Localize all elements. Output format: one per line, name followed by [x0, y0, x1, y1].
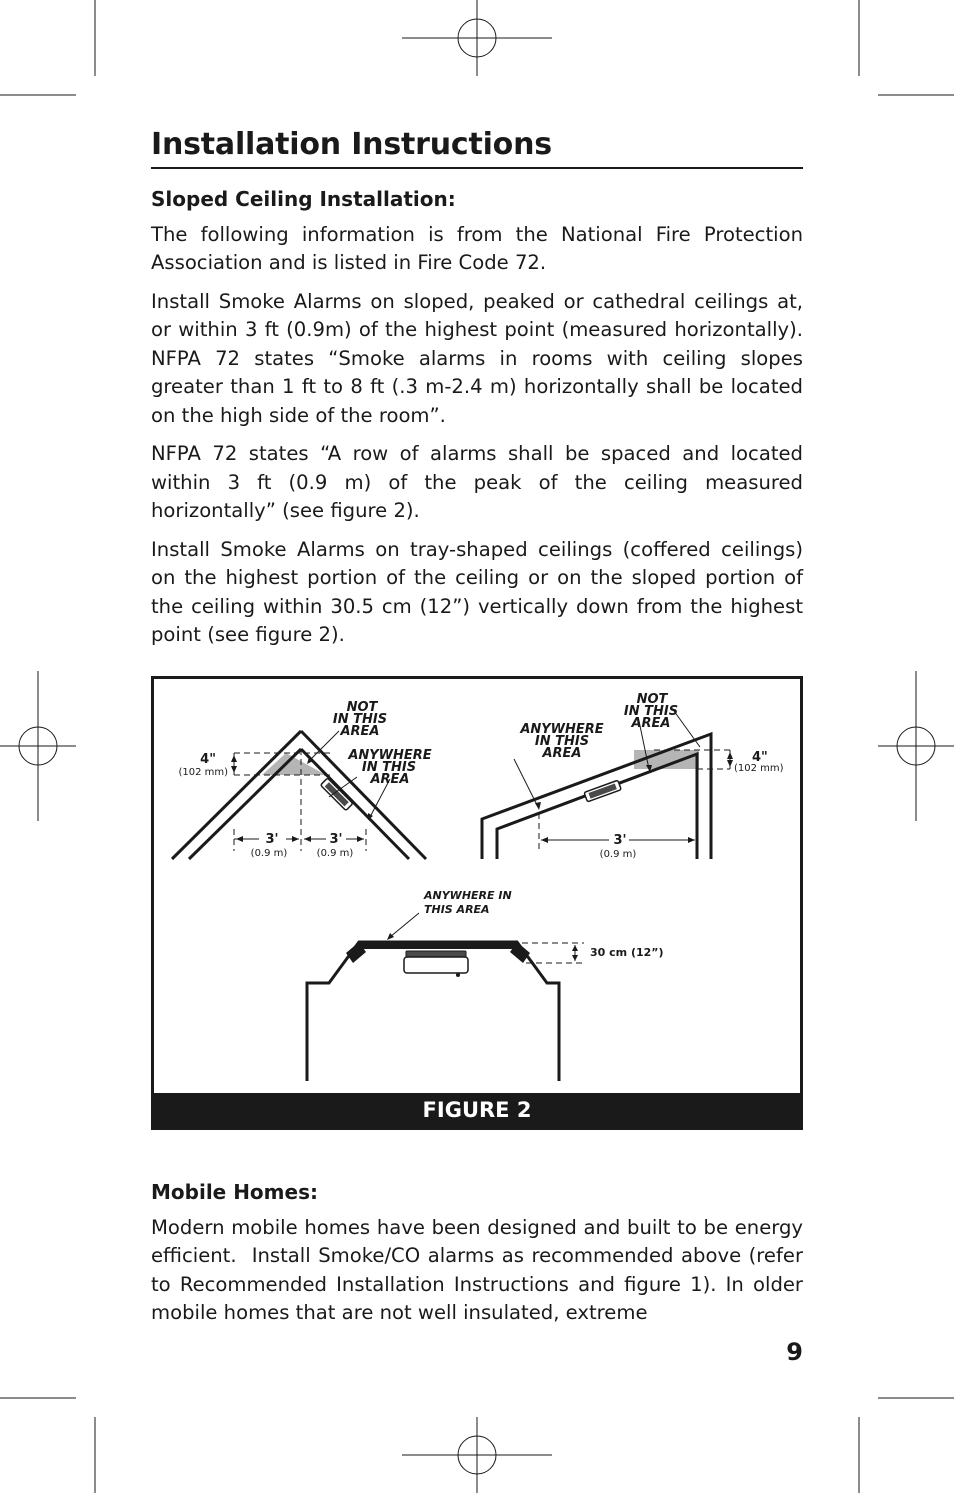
sloped-ceiling-heading: Sloped Ceiling Installation:	[151, 186, 456, 211]
peaked-left-distance-metric: (0.9 m)	[250, 847, 288, 859]
peaked-right-distance-metric: (0.9 m)	[316, 847, 354, 859]
peaked-not-area-label-3: AREA	[340, 723, 380, 739]
peaked-ceiling-diagram	[172, 700, 432, 859]
sloped-paragraph-2: Install Smoke Alarms on sloped, peaked or cathedral ceilings at, or within 3 ft (0.9m) of the highest point (measured horizontally). NFPA 72 states “Smoke alarms in rooms with ceiling slopes greater than 1 ft to 8 ft (.3 m-2.4 m) horizontally shall be located on the high side of the room”.	[151, 289, 803, 427]
peaked-right-distance: 3'	[329, 831, 343, 847]
sloped-not-area-label-1: NOT	[636, 691, 668, 707]
registration-mark-left	[0, 671, 76, 821]
sloped-anywhere-label-1: ANYWHERE	[520, 721, 604, 737]
page-number: 9	[786, 1338, 803, 1366]
peaked-left-distance: 3'	[265, 831, 279, 847]
mobile-homes-heading: Mobile Homes:	[151, 1179, 318, 1204]
figure-2-diagram	[154, 679, 800, 1093]
tray-anywhere-label-1: ANYWHERE IN	[424, 888, 512, 902]
peaked-not-area-label-1: NOT	[346, 699, 378, 715]
sloped-anywhere-label-2: IN THIS	[534, 733, 590, 749]
mobile-homes-paragraph: Modern mobile homes have been designed and built to be energy efficient. Install Smoke/CO alarms as recommended above (refer to Recommended Installation Instructions and figure 1). In older mobile homes that are not well insulated, extreme	[151, 1215, 810, 1324]
sloped-distance: 3'	[613, 832, 627, 848]
tray-drop-label: 30 cm (12”)	[590, 945, 664, 959]
page-title: Installation Instructions	[151, 128, 803, 169]
sloped-height-metric: (102 mm)	[734, 762, 784, 774]
registration-mark-right	[878, 671, 954, 821]
tray-anywhere-label-2: THIS AREA	[424, 902, 490, 916]
peaked-height-label: 4"	[200, 751, 216, 767]
peaked-anywhere-label-3: AREA	[370, 771, 410, 787]
smoke-alarm-tray	[404, 951, 468, 977]
registration-mark-top	[402, 0, 552, 76]
sloped-ceiling-diagram	[482, 692, 784, 860]
sloped-distance-metric: (0.9 m)	[599, 848, 637, 860]
tray-ceiling-diagram	[307, 889, 664, 1081]
registration-mark-bottom	[402, 1417, 552, 1493]
sloped-anywhere-label-3: AREA	[542, 745, 582, 761]
peaked-anywhere-label-2: IN THIS	[361, 759, 417, 775]
smoke-alarm-sloped	[584, 780, 621, 802]
figure-caption: FIGURE 2	[154, 1093, 800, 1127]
peaked-height-metric: (102 mm)	[178, 766, 228, 778]
sloped-not-area-label-3: AREA	[631, 715, 671, 731]
sloped-not-area-label-2: IN THIS	[623, 703, 679, 719]
sloped-paragraph-3: NFPA 72 states “A row of alarms shall be spaced and located within 3 ft (0.9 m) of the peak of the ceiling measured horizontally” (see figure 2).	[151, 442, 803, 522]
peaked-anywhere-label-1: ANYWHERE	[348, 747, 432, 763]
sloped-height-label: 4"	[752, 749, 768, 765]
peaked-not-area-label-2: IN THIS	[332, 711, 388, 727]
figure-2	[151, 676, 803, 1130]
sloped-paragraph-1: The following information is from the National Fire Protection Association and is listed in Fire Code 72.	[151, 222, 803, 274]
page-content	[151, 127, 810, 1338]
sloped-paragraph-4: Install Smoke Alarms on tray-shaped ceilings (coffered ceilings) on the highest portion of the ceiling or on the sloped portion of the ceiling within 30.5 cm (12”) vertically down from the highest point (see figure 2).	[151, 537, 803, 646]
